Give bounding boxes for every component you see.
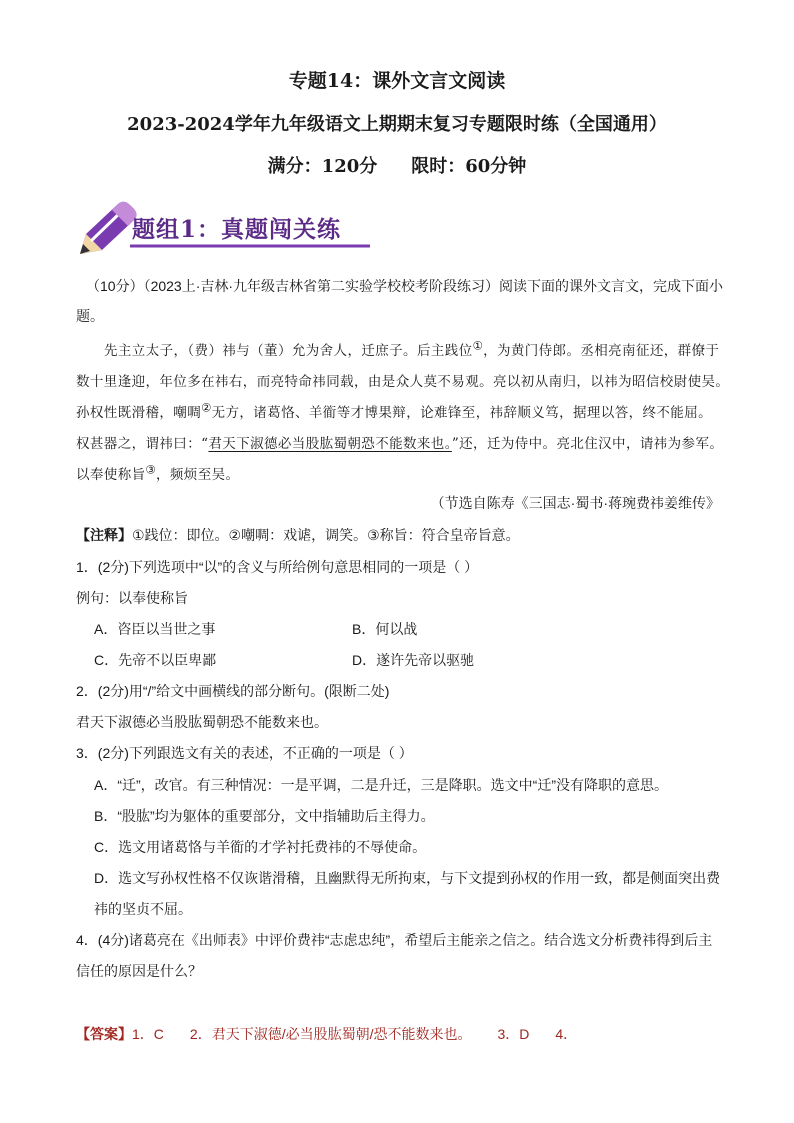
question-2-text: 君天下淑德必当股肱蜀朝恐不能数来也。 xyxy=(76,714,328,730)
option-3a[interactable]: A．“迁”，改官。有三种情况：一是平调，二是升迁，三是降职。选文中“迁”没有降职的意思。 xyxy=(94,777,668,793)
question-4-line-1: 4．(4分)诸葛亮在《出师表》中评价费祎“志虑忠纯”，希望后主能亲之信之。结合选文分析费祎得到后主 xyxy=(76,932,713,948)
option-3c[interactable]: C．选文用诸葛恪与羊衜的才学衬托费祎的不辱使命。 xyxy=(94,839,427,855)
answer-2: 2．君天下淑德/必当股肱蜀朝/恐不能数来也。 xyxy=(189,1026,472,1042)
question-1-example: 例句：以奉使称旨 xyxy=(76,590,188,606)
passage-line-3: 孙权性既滑稽，嘲啁②无方，诸葛恪、羊衜等才博果辩，论难锋至，祎辞顺义笃，据理以答，终不能屈。 xyxy=(76,401,713,421)
passage-line-2: 数十里逢迎，年位多在祎右，而亮特命祎同载，由是众人莫不易观。亮以初从南归，以祎为昭信校尉使吴。 xyxy=(76,374,730,390)
score-time-line xyxy=(0,152,794,178)
question-4-line-2: 信任的原因是什么？ xyxy=(76,963,202,979)
note-marker: ① xyxy=(472,339,484,353)
passage-line-4: 权甚器之，谓祎曰：“君天下淑德必当股肱蜀朝恐不能数来也。”还，迁为侍中。亮北住汉中，请祎为参军。 xyxy=(76,436,724,452)
note-marker: ② xyxy=(201,401,212,415)
passage-source: （节选自陈寿《三国志·蜀书·蒋琬费祎姜维传》 xyxy=(430,495,720,511)
option-3b[interactable]: B．“股肱”均为躯体的重要部分，文中指辅助后主得力。 xyxy=(94,808,435,824)
option-3d-line-2: 祎的坚贞不屈。 xyxy=(94,901,192,917)
intro-line-1: （10分）（2023上·吉林·九年级吉林省第二实验学校校考阶段练习）阅读下面的课外文言文，完成下面小 xyxy=(86,278,724,294)
option-1c[interactable]: C．先帝不以臣卑鄙 xyxy=(94,652,217,668)
pencil-icon xyxy=(80,202,137,254)
question-3-stem: 3．(2分)下列跟选文有关的表述，不正确的一项是（ ） xyxy=(76,745,413,761)
passage-line-5: 以奉使称旨③，频烦至吴。 xyxy=(76,463,240,483)
underlined-sentence: 君天下淑德必当股肱蜀朝恐不能数来也。 xyxy=(208,436,452,452)
answer-line xyxy=(76,1024,577,1044)
option-3d-line-1[interactable]: D．选文写孙权性格不仅诙谐滑稽，且幽默得无所拘束，与下文提到孙权的作用一致，都是侧面突出费 xyxy=(94,870,721,886)
question-2-stem: 2．(2分)用“/”给文中画横线的部分断句。(限断二处) xyxy=(76,683,390,699)
intro-line-2: 题。 xyxy=(76,308,104,324)
option-1a[interactable]: A．咨臣以当世之事 xyxy=(94,621,216,637)
answer-3: 3．D xyxy=(497,1026,530,1042)
answer-label: 【答案】 xyxy=(76,1026,132,1042)
page-subtitle: 2023-2024学年九年级语文上期期末复习专题限时练（全国通用） xyxy=(127,114,667,135)
answer-4: 4． xyxy=(555,1026,578,1042)
time-limit: 限时：60分钟 xyxy=(411,156,527,177)
answer-1: 1．C xyxy=(132,1026,164,1042)
note-marker: ③ xyxy=(145,463,156,477)
section-heading: 题组1：真题闯关练 xyxy=(132,216,342,243)
full-score: 满分：120分 xyxy=(267,156,378,177)
option-1b[interactable]: B．何以战 xyxy=(352,621,418,637)
option-1d[interactable]: D．遂许先帝以驱驰 xyxy=(352,652,475,668)
passage-line-1: 先主立太子，（费）祎与（董）允为舍人，迁庶子。后主践位①，为黄门侍郎。丞相亮南征还，群僚于 xyxy=(104,339,720,359)
notes: 【注释】①践位：即位。②嘲啁：戏谑，调笑。③称旨：符合皇帝旨意。 xyxy=(76,527,520,543)
page-title: 专题14：课外文言文阅读 xyxy=(288,70,506,92)
question-1-stem: 1．(2分)下列选项中“以”的含义与所给例句意思相同的一项是（ ） xyxy=(76,559,479,575)
